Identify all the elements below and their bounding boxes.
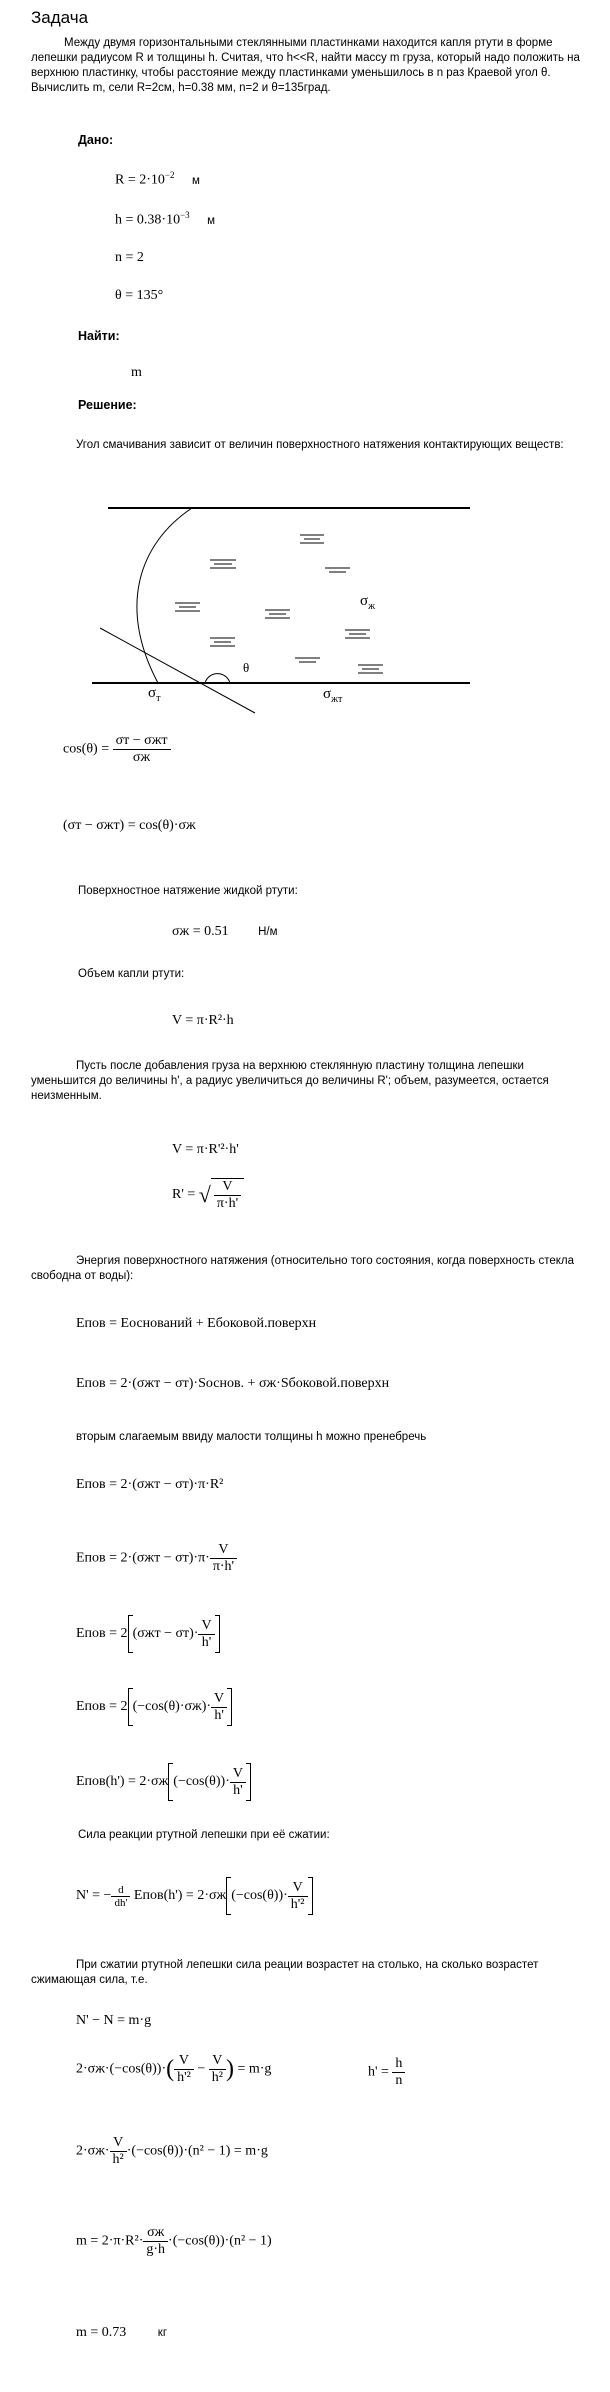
sigma-t-label: $\sigma_т$ [148, 685, 161, 704]
problem-statement: Между двумя горизонтальными стеклянными пластинками находится капля ртути в форме лепешки радиусом R и толщины h. Считая, что h<<R, найти массу m груза, который надо положить на верхнюю пластинку, чтобы расстояние между пластинками уменьшилось в n раз Краевой угол θ. Вычислить m, сели R=2см, h=0.38 мм, n=2 и θ=135град. [31, 37, 580, 94]
sigma-zht-label: $\sigma_{жт}$ [323, 686, 343, 705]
eq-volume: V = π·R²·h [172, 1013, 234, 1028]
given-theta: θ = 135° [115, 288, 164, 303]
eq-E3: Eпов = 2·(σжт − σт)·π·R² [76, 1477, 224, 1492]
liquid-hatching [175, 535, 383, 673]
angle-arc [205, 674, 230, 683]
eq-N: N' = − $\frac{d}{dh'}$ Eпов(h') = 2·σж (−cos(θ))· $\frac{V}{\text{h'²}}$ [76, 1877, 313, 1915]
surface-tension-text: Поверхностное натяжение жидкой ртути: [78, 885, 298, 897]
given-n: n = 2 [115, 250, 144, 265]
eq-mass: m = 2·π·R²· σж g·h ·(−cos(θ))·(n² − 1) [76, 2225, 272, 2257]
wetting-text: Угол смачивания зависит от величин поверхностного натяжения контактирующих веществ: [76, 439, 564, 451]
given-heading: Дано: [78, 133, 114, 147]
neglect-text: вторым слагаемым ввиду малости толщины h можно пренебречь [76, 1431, 427, 1443]
eq-E6: Eпов = 2 (−cos(θ)·σж)· $\frac{V}{h'}$ [76, 1688, 232, 1726]
eq-h-prime: h' = $\frac{h}{n}$ [368, 2056, 405, 2089]
find-value: m [131, 365, 142, 380]
eq-F2: 2·σж·(−cos(θ))·( $\frac{V}{\text{h'²}}$ − $\frac{V}{\text{h²}}$ ) = m·g [76, 2053, 272, 2085]
eq-F3: 2·σж· $\frac{V}{\text{h²}}$ ·(−cos(θ))·(n² − 1) = m·g [76, 2135, 268, 2167]
find-heading: Найти: [78, 329, 120, 343]
eq-E2: Eпов = 2·(σжт − σт)·Sоснов. + σж·Sбоковой.поверхн [76, 1376, 390, 1391]
droplet-edge [137, 508, 192, 683]
eq-E7: Eпов(h') = 2·σж (−cos(θ))· $\frac{V}{h'}$ [76, 1763, 251, 1801]
eq-R-prime: R' = √ $\frac{V}{\pi\cdot h'}$ [172, 1178, 244, 1212]
pressing-text: Пусть после добавления груза на верхнюю стеклянную пластину толщина лепешки уменьшится до величины h', а радиус увеличиться до величины R'; объем, разумеется, остается неизменным. [31, 1060, 549, 1102]
eq-E5: Eпов = 2 (σжт − σт)· $\frac{V}{h'}$ [76, 1615, 220, 1653]
sigma-value: σж = 0.51 Н/м [172, 924, 278, 939]
eq-E1: Eпов = Eоснований + Eбоковой.поверхн [76, 1316, 317, 1331]
eq-cos-theta: cos(θ) = σт − σжт σж [63, 733, 171, 766]
given-R: $R = 2\cdot 10^{-2}$ м [115, 170, 200, 188]
eq-sigma-diff: (σт − σжт) = cos(θ)·σж [63, 818, 196, 833]
solution-heading: Решение: [78, 398, 137, 412]
eq-volume-new: V = π·R'²·h' [172, 1142, 239, 1157]
eq-E4: Eпов = 2·(σжт − σт)·π· $\frac{V}{\pi\cdot h'}$ [76, 1542, 237, 1575]
eq-force-balance: N' − N = m·g [76, 2013, 152, 2028]
theta-label: θ [243, 660, 250, 675]
energy-text: Энергия поверхностного натяжения (относительно того состояния, когда поверхность стекла свободна от воды): [31, 1255, 575, 1282]
sigma-zh-label: $\sigma_ж$ [360, 593, 376, 612]
given-h: $h = 0.38\cdot 10^{-3}$ м [115, 210, 216, 228]
wetting-diagram [80, 500, 500, 715]
page-title: Задача [31, 8, 89, 27]
volume-text: Объем капли ртути: [78, 968, 185, 980]
compress-text: При сжатии ртутной лепешки сила реации возрастет на столько, на сколько возрастет сжимающая сила, т.е. [31, 1959, 539, 1986]
result-mass: m = 0.73 кг [76, 2325, 168, 2340]
tangent-line [100, 628, 255, 713]
reaction-text: Сила реакции ртутной лепешки при её сжатии: [78, 1829, 330, 1841]
